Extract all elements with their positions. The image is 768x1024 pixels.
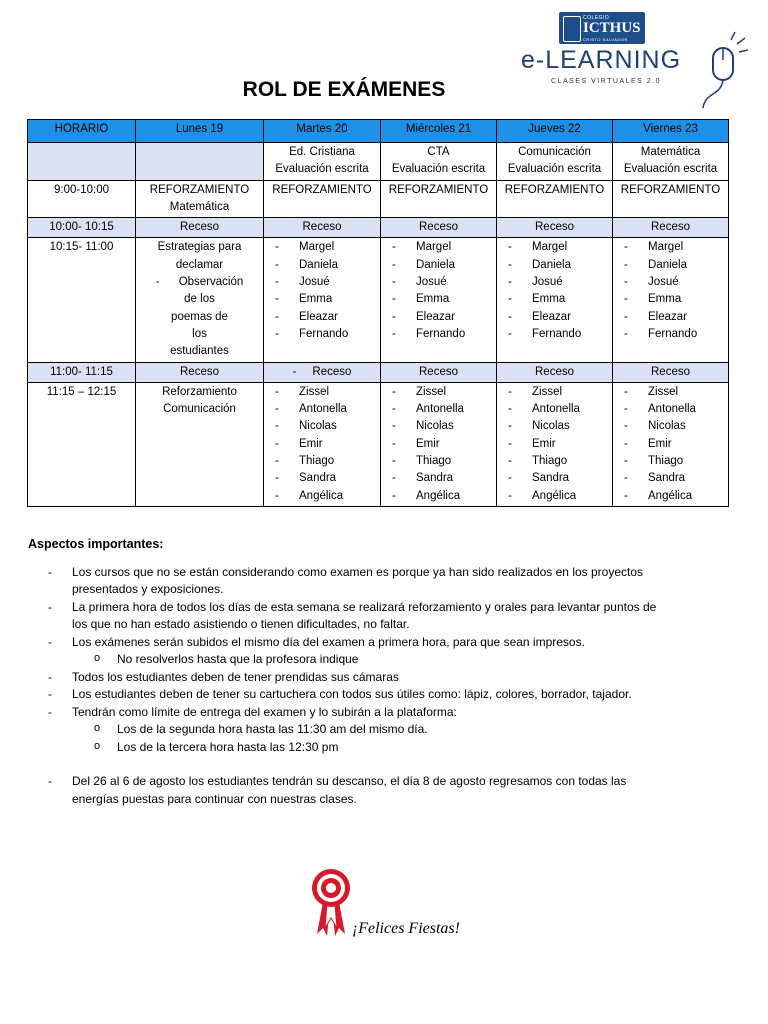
student-name [616, 488, 725, 505]
break-cell: Receso [264, 218, 381, 238]
student-name [384, 488, 493, 505]
monday-cell [136, 180, 264, 218]
student-name-text: Daniela [532, 258, 571, 271]
list-dash: - [508, 327, 512, 340]
school-logo [515, 10, 755, 120]
student-name [500, 384, 609, 401]
header-friday: Viernes 23 [613, 120, 729, 143]
eval-label: Evaluación escrita [275, 163, 369, 176]
student-list-cell [264, 382, 381, 506]
list-dash: - [624, 455, 628, 468]
student-name-text: Nicolas [648, 420, 686, 433]
student-name [384, 239, 493, 256]
activity-text: de los [184, 293, 215, 306]
student-name-text: Josué [416, 276, 447, 289]
important-notes [28, 536, 668, 808]
student-name [616, 274, 725, 291]
activity-text: Estrategias para [157, 241, 242, 254]
schedule-row-break-2 [28, 362, 729, 382]
student-name-text: Daniela [299, 258, 338, 271]
student-name [384, 418, 493, 435]
student-name [616, 470, 725, 487]
time-cell: 11:15 – 12:15 [28, 382, 136, 506]
student-name-text: Angélica [299, 489, 344, 502]
tuesday-cell: REFORZAMIENTO [264, 180, 381, 218]
student-name [616, 436, 725, 453]
student-name-text: Sandra [416, 472, 454, 485]
list-dash: - [275, 403, 279, 416]
student-name-text: Emir [648, 437, 672, 450]
subject-row [28, 143, 729, 181]
school-emblem-icon [563, 16, 581, 42]
list-dash: - [392, 472, 396, 485]
student-name-text: Thiago [416, 455, 452, 468]
thursday-cell: REFORZAMIENTO [497, 180, 613, 218]
student-name [500, 257, 609, 274]
activity-text: Reforzamiento [162, 385, 237, 398]
student-name-text: Sandra [532, 472, 570, 485]
break-cell: Receso [497, 218, 613, 238]
student-name-text: Angélica [648, 489, 693, 502]
eval-label: Evaluación escrita [623, 163, 718, 176]
greeting-text: ¡Felices Fiestas! [352, 920, 460, 937]
list-dash: - [508, 420, 512, 433]
break-cell: Receso [136, 218, 264, 238]
student-name [384, 274, 493, 291]
note-item: - Tendrán como límite de entrega del examen y lo subirán a la plataforma: [28, 704, 668, 722]
student-name-text: Eleazar [532, 310, 571, 323]
student-name [384, 401, 493, 418]
student-name [384, 309, 493, 326]
activity-text: los [192, 327, 207, 340]
student-name [616, 401, 725, 418]
list-dash: - [275, 258, 279, 271]
student-name-text: Fernando [416, 327, 466, 340]
elearning-tagline: CLASES VIRTUALES 2.0 [551, 78, 662, 85]
student-name [500, 470, 609, 487]
student-name [500, 326, 609, 343]
activity-text-part: Observación [178, 276, 244, 289]
student-name-text: Emma [416, 293, 450, 306]
student-name [500, 488, 609, 505]
schedule-row-1115-1215 [28, 382, 729, 506]
student-name-text: Emir [416, 437, 440, 450]
list-dash: - [275, 489, 279, 502]
list-dash: - [624, 327, 628, 340]
student-name-text: Emir [532, 437, 556, 450]
list-dash: - [392, 385, 396, 398]
list-dash: - [624, 489, 628, 502]
elearning-title: e-LEARNING [521, 46, 682, 74]
student-name [500, 418, 609, 435]
student-name [384, 470, 493, 487]
list-dash: - [275, 437, 279, 450]
header-wednesday: Miércoles 21 [381, 120, 497, 143]
subject-cell-thursday [497, 143, 613, 181]
list-dash: - [624, 385, 628, 398]
student-name-text: Thiago [648, 455, 684, 468]
peru-rosette-icon [309, 868, 353, 940]
list-dash: - [275, 241, 279, 254]
note-subitem: o No resolverlos hasta que la profesora indique [28, 651, 668, 669]
note-item: - Los cursos que no se están considerando como examen es porque ya han sido realizados en los proyectos presentados y exposiciones. [28, 564, 668, 599]
note-subitem: o Los de la segunda hora hasta las 11:30 am del mismo día. [28, 721, 668, 739]
student-name-text: Nicolas [299, 420, 337, 433]
student-name [267, 401, 377, 418]
student-name-text: Sandra [299, 472, 337, 485]
student-name-text: Antonella [648, 403, 696, 416]
time-cell: 10:15- 11:00 [28, 238, 136, 362]
note-item: - Todos los estudiantes deben de tener prendidas sus cámaras [28, 669, 668, 687]
student-name-text: Nicolas [532, 420, 570, 433]
student-name-text: Margel [532, 241, 568, 254]
list-dash: - [275, 385, 279, 398]
student-name-text: Josué [648, 276, 679, 289]
student-name [267, 470, 377, 487]
break-cell: Receso [613, 218, 729, 238]
schedule-row-9-10 [28, 180, 729, 218]
student-name [267, 488, 377, 505]
list-dash: - [624, 403, 628, 416]
student-name [384, 453, 493, 470]
student-name [616, 418, 725, 435]
subject-name: Comunicación [518, 146, 591, 158]
badge-prefix: COLEGIO [583, 15, 610, 21]
student-name-text: Emma [648, 293, 682, 306]
student-name [267, 453, 377, 470]
list-dash: - [275, 276, 279, 289]
student-list-cell [381, 382, 497, 506]
list-dash: - [392, 276, 396, 289]
student-list-cell [613, 238, 729, 362]
student-list-cell [497, 382, 613, 506]
student-name [267, 436, 377, 453]
subject-cell-wednesday [381, 143, 497, 181]
list-dash: - [508, 310, 512, 323]
list-dash: - [624, 258, 628, 271]
monday-cell [136, 382, 264, 506]
student-name [500, 309, 609, 326]
exam-schedule-table [27, 119, 729, 507]
subject-name: Matemática [640, 146, 701, 158]
student-name-text: Fernando [299, 327, 349, 340]
list-dash: - [275, 420, 279, 433]
student-name-text: Sandra [648, 472, 686, 485]
icthus-badge [559, 12, 645, 44]
student-name-text: Thiago [299, 455, 335, 468]
computer-mouse-icon [701, 30, 751, 110]
list-dash: - [275, 472, 279, 485]
student-name-text: Daniela [416, 258, 455, 271]
note-item: - Del 26 al 6 de agosto los estudiantes tendrán su descanso, el día 8 de agosto regresamos con todas las energías puestas para continuar con nuestras clases. [28, 773, 668, 808]
list-dash: - [392, 455, 396, 468]
student-name [384, 436, 493, 453]
student-list-cell [613, 382, 729, 506]
activity-text: estudiantes [170, 345, 229, 358]
list-dash: - [508, 293, 512, 306]
student-name [616, 384, 725, 401]
student-name-text: Emir [299, 437, 323, 450]
list-dash: - [624, 293, 628, 306]
student-name [616, 309, 725, 326]
eval-label: Evaluación escrita [391, 163, 486, 176]
student-name [267, 384, 377, 401]
student-name [384, 257, 493, 274]
day-header-row [28, 120, 729, 143]
badge-subtitle: CRISTO SALVADOR [583, 37, 628, 42]
student-name-text: Zissel [532, 385, 563, 398]
student-name-text: Emma [299, 293, 333, 306]
list-dash: - [392, 489, 396, 502]
student-list-cell [264, 238, 381, 362]
friday-cell: REFORZAMIENTO [613, 180, 729, 218]
list-dash: - [508, 241, 512, 254]
list-dash: - [508, 437, 512, 450]
student-name-text: Antonella [416, 403, 464, 416]
list-dash: - [624, 472, 628, 485]
note-item: - Los estudiantes deben de tener su cartuchera con todos sus útiles como: lápiz, colores, borrador, tajador. [28, 686, 668, 704]
list-dash: - [275, 310, 279, 323]
break-cell: Receso [497, 362, 613, 382]
student-name [500, 401, 609, 418]
student-name [384, 291, 493, 308]
break-cell: Receso [381, 362, 497, 382]
student-name-text: Zissel [299, 385, 330, 398]
monday-cell [136, 238, 264, 362]
activity-text: REFORZAMIENTO [149, 183, 250, 196]
list-dash: - [275, 327, 279, 340]
list-dash: - [624, 420, 628, 433]
activity-text: Matemática [169, 200, 230, 213]
list-dash: - [392, 310, 396, 323]
student-name-text: Fernando [532, 327, 582, 340]
student-list-cell [381, 238, 497, 362]
header-horario: HORARIO [28, 120, 136, 143]
student-name [267, 239, 377, 256]
activity-text: poemas de [171, 310, 228, 323]
list-dash: - [508, 455, 512, 468]
student-name-text: Nicolas [416, 420, 454, 433]
list-dash: - [624, 310, 628, 323]
student-name [616, 257, 725, 274]
student-name [267, 309, 377, 326]
student-list-cell [497, 238, 613, 362]
student-name-text: Josué [299, 276, 330, 289]
break-cell: - Receso [264, 362, 381, 382]
list-dash: - [392, 293, 396, 306]
time-cell: 11:00- 11:15 [28, 362, 136, 382]
note-subitem: o Los de la tercera hora hasta las 12:30 pm [28, 739, 668, 757]
subject-name: Ed. Cristiana [289, 146, 355, 158]
student-name [616, 239, 725, 256]
schedule-row-break-1 [28, 218, 729, 238]
time-cell: 10:00- 10:15 [28, 218, 136, 238]
list-dash: - [624, 437, 628, 450]
student-name [267, 418, 377, 435]
break-cell: Receso [136, 362, 264, 382]
header-monday: Lunes 19 [136, 120, 264, 143]
list-dash: - [508, 258, 512, 271]
student-name [500, 453, 609, 470]
student-name-text: Josué [532, 276, 563, 289]
student-name [384, 384, 493, 401]
list-dash: - [392, 403, 396, 416]
student-name-text: Fernando [648, 327, 698, 340]
subject-cell-tuesday [264, 143, 381, 181]
list-dash: - [392, 258, 396, 271]
notes-list [28, 564, 668, 809]
break-label: Receso [312, 365, 352, 378]
spacer [28, 756, 668, 773]
student-name-text: Emma [532, 293, 566, 306]
student-name-text: Daniela [648, 258, 687, 271]
note-item: - Los exámenes serán subidos el mismo día del examen a primera hora, para que sean impresos. [28, 634, 668, 652]
header-thursday: Jueves 22 [497, 120, 613, 143]
student-name-text: Antonella [532, 403, 580, 416]
list-dash: - [275, 455, 279, 468]
student-name-text: Eleazar [416, 310, 455, 323]
student-name-text: Angélica [416, 489, 461, 502]
header-tuesday: Martes 20 [264, 120, 381, 143]
badge-brand: ICTHUS [583, 20, 641, 36]
list-dash: - [508, 385, 512, 398]
list-dash: - [508, 489, 512, 502]
list-dash: - [508, 403, 512, 416]
student-name-text: Zissel [648, 385, 679, 398]
student-name-text: Margel [416, 241, 452, 254]
activity-text: declamar [175, 258, 224, 271]
student-name-text: Zissel [416, 385, 447, 398]
student-name [500, 274, 609, 291]
student-name-text: Angélica [532, 489, 577, 502]
activity-text: - Observación [155, 276, 244, 289]
student-name [267, 326, 377, 343]
activity-text: Comunicación [163, 403, 236, 416]
subject-cell-monday [136, 143, 264, 181]
student-name-text: Eleazar [299, 310, 338, 323]
list-dash: - [392, 420, 396, 433]
list-dash: - [508, 276, 512, 289]
list-dash: - [392, 437, 396, 450]
break-cell: Receso [613, 362, 729, 382]
student-name-text: Margel [299, 241, 335, 254]
student-name [616, 326, 725, 343]
list-dash: - [624, 276, 628, 289]
student-name-text: Eleazar [648, 310, 687, 323]
student-name-text: Antonella [299, 403, 347, 416]
note-item: - La primera hora de todos los días de esta semana se realizará reforzamiento y orales para levantar puntos de los que no han estado asistiendo o tienen dificultades, no faltar. [28, 599, 668, 634]
student-name [267, 274, 377, 291]
student-name [267, 257, 377, 274]
break-cell: Receso [381, 218, 497, 238]
subject-cell-empty [28, 143, 136, 181]
list-dash: - [508, 472, 512, 485]
wednesday-cell: REFORZAMIENTO [381, 180, 497, 218]
student-name [500, 436, 609, 453]
eval-label: Evaluación escrita [507, 163, 602, 176]
notes-heading: Aspectos importantes: [28, 537, 164, 551]
list-dash: - [392, 241, 396, 254]
student-name [267, 291, 377, 308]
student-name [384, 326, 493, 343]
list-dash: - [392, 327, 396, 340]
student-name [616, 453, 725, 470]
student-name [500, 239, 609, 256]
page-title: ROL DE EXÁMENES [242, 78, 446, 101]
student-name [616, 291, 725, 308]
time-cell: 9:00-10:00 [28, 180, 136, 218]
list-dash: - [624, 241, 628, 254]
schedule-row-1015-1100 [28, 238, 729, 362]
student-name-text: Margel [648, 241, 684, 254]
student-name-text: Thiago [532, 455, 568, 468]
subject-cell-friday [613, 143, 729, 181]
list-dash: - [275, 293, 279, 306]
student-name [500, 291, 609, 308]
subject-name: CTA [427, 146, 450, 158]
